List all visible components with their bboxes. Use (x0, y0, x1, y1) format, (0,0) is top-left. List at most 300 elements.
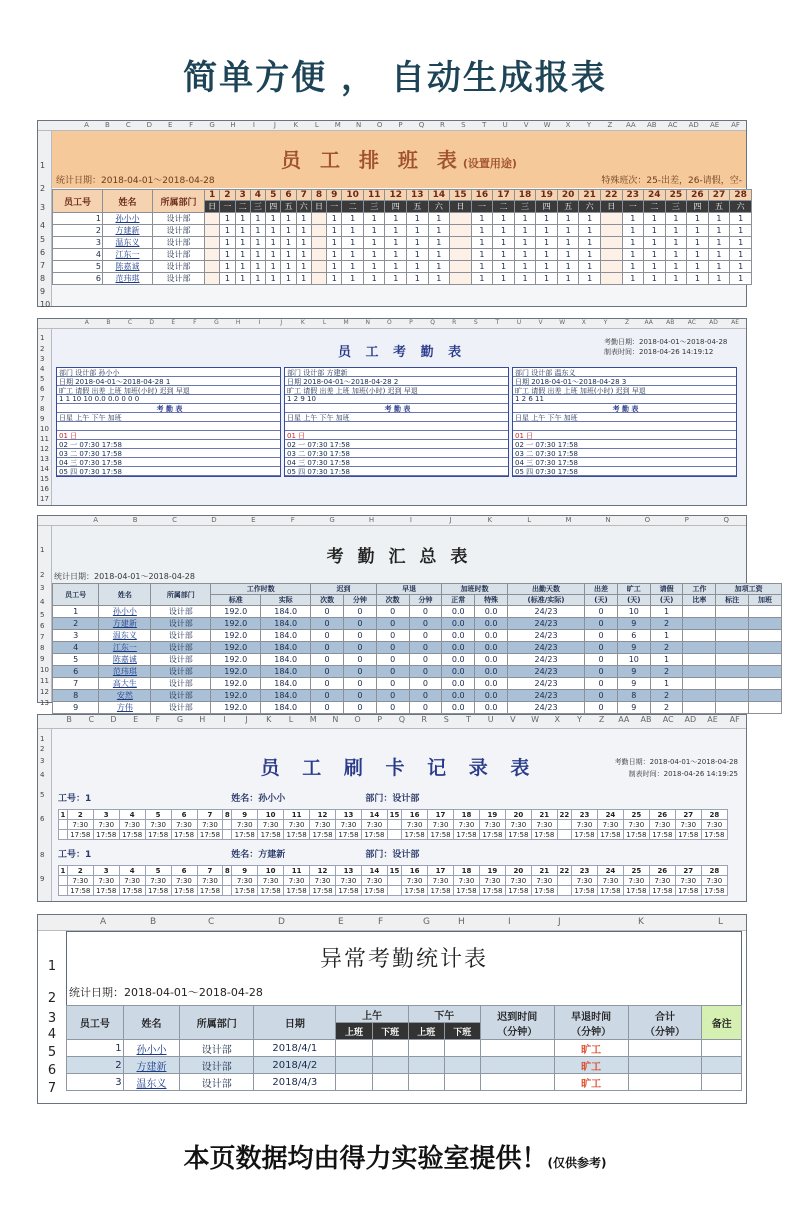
column-letter[interactable]: AD (684, 715, 697, 724)
employee-id[interactable]: 2 (53, 225, 103, 237)
summary-cell-days[interactable]: 24/23 (507, 654, 584, 666)
shift-cell[interactable]: 1 (557, 273, 579, 285)
summary-cell-l2[interactable]: 0 (343, 618, 376, 630)
out-time-cell[interactable]: 17:58 (232, 830, 258, 840)
shift-cell[interactable]: 1 (407, 213, 429, 225)
out-time-cell[interactable]: 17:58 (67, 830, 93, 840)
shift-cell[interactable]: 1 (281, 213, 296, 225)
summary-cell-empty[interactable] (749, 642, 782, 654)
summary-cell-id[interactable]: 6 (53, 666, 99, 678)
shift-cell[interactable]: 1 (220, 261, 235, 273)
column-letter[interactable]: B (150, 917, 157, 927)
shift-cell[interactable]: 1 (579, 261, 601, 273)
summary-cell-l2[interactable]: 0 (343, 642, 376, 654)
column-letter[interactable]: AA (625, 121, 636, 129)
summary-cell-l1[interactable]: 0 (311, 678, 344, 690)
employee-id[interactable]: 5 (53, 261, 103, 273)
summary-cell-o2[interactable]: 0.0 (475, 618, 508, 630)
row-empty[interactable] (372, 1074, 408, 1091)
out-time-cell[interactable] (223, 830, 232, 840)
column-letter[interactable]: R (421, 715, 427, 724)
column-letter[interactable]: X (565, 121, 571, 129)
column-letter[interactable]: D (146, 121, 152, 129)
summary-cell-trip[interactable]: 0 (585, 666, 618, 678)
out-time-cell[interactable]: 17:58 (675, 830, 701, 840)
shift-cell[interactable]: 1 (327, 237, 342, 249)
column-letter[interactable]: F (189, 121, 194, 129)
row-date[interactable]: 2018/4/2 (254, 1057, 336, 1074)
summary-cell-o1[interactable]: 0.0 (442, 630, 475, 642)
shift-cell[interactable] (311, 237, 326, 249)
summary-cell-empty[interactable] (716, 654, 749, 666)
column-letter[interactable]: S (461, 121, 466, 129)
table-row[interactable] (53, 630, 782, 642)
shift-cell[interactable]: 1 (220, 273, 235, 285)
shift-cell[interactable]: 1 (327, 273, 342, 285)
column-letter[interactable]: A (84, 121, 89, 129)
shift-cell[interactable]: 1 (281, 261, 296, 273)
summary-cell-empty[interactable] (683, 618, 716, 630)
summary-cell-dept[interactable]: 设计部 (151, 690, 211, 702)
shift-cell[interactable]: 1 (428, 261, 450, 273)
out-time-cell[interactable]: 17:58 (623, 886, 649, 896)
column-letter[interactable]: O (376, 121, 383, 129)
in-time-cell[interactable]: 7:30 (171, 876, 197, 886)
shift-cell[interactable]: 1 (687, 225, 709, 237)
row-dept[interactable]: 设计部 (180, 1040, 254, 1057)
summary-cell-name[interactable]: 陈嘉诚 (99, 654, 151, 666)
summary-cell-dept[interactable]: 设计部 (151, 630, 211, 642)
out-time-cell[interactable]: 17:58 (145, 830, 171, 840)
shift-cell[interactable]: 1 (493, 213, 515, 225)
shift-cell[interactable]: 1 (266, 261, 281, 273)
summary-cell-std[interactable]: 192.0 (211, 702, 261, 714)
row-empty[interactable] (408, 1057, 444, 1074)
table-row[interactable] (53, 249, 752, 261)
summary-cell-act[interactable]: 184.0 (261, 606, 311, 618)
summary-cell-empty[interactable] (683, 678, 716, 690)
shift-cell[interactable]: 1 (536, 213, 558, 225)
summary-cell-l2[interactable]: 0 (343, 702, 376, 714)
out-time-cell[interactable]: 17:58 (572, 830, 598, 840)
shift-cell[interactable]: 1 (235, 213, 250, 225)
summary-cell-o2[interactable]: 0.0 (475, 654, 508, 666)
in-time-cell[interactable]: 7:30 (336, 876, 362, 886)
in-time-cell[interactable] (223, 876, 232, 886)
in-time-cell[interactable]: 7:30 (479, 876, 505, 886)
shift-cell[interactable]: 1 (708, 249, 730, 261)
summary-cell-l1[interactable]: 0 (311, 642, 344, 654)
summary-cell-l2[interactable]: 0 (343, 630, 376, 642)
shift-cell[interactable] (450, 213, 472, 225)
summary-cell-e1[interactable]: 0 (376, 606, 409, 618)
in-time-cell[interactable]: 7:30 (623, 820, 649, 830)
in-time-cell[interactable]: 7:30 (232, 876, 258, 886)
summary-cell-leave[interactable]: 1 (650, 606, 683, 618)
shift-cell[interactable]: 1 (665, 249, 687, 261)
summary-cell-empty[interactable] (683, 666, 716, 678)
out-time-cell[interactable]: 17:58 (428, 830, 454, 840)
in-time-cell[interactable] (387, 876, 401, 886)
table-row[interactable] (53, 666, 782, 678)
out-time-cell[interactable]: 17:58 (649, 830, 675, 840)
table-row[interactable] (53, 213, 752, 225)
summary-cell-act[interactable]: 184.0 (261, 678, 311, 690)
summary-cell-leave[interactable]: 2 (650, 690, 683, 702)
out-time-cell[interactable]: 17:58 (232, 886, 258, 896)
column-letter[interactable]: AF (729, 715, 740, 724)
column-letter[interactable]: Z (607, 121, 613, 129)
column-letter[interactable]: D (211, 516, 217, 524)
table-row[interactable] (67, 1074, 742, 1091)
summary-cell-name[interactable]: 孙小小 (99, 606, 151, 618)
summary-cell-e1[interactable]: 0 (376, 618, 409, 630)
summary-cell-l2[interactable]: 0 (343, 654, 376, 666)
summary-cell-empty[interactable] (716, 618, 749, 630)
table-row[interactable] (53, 225, 752, 237)
in-time-cell[interactable] (59, 820, 68, 830)
row-empty[interactable] (444, 1057, 480, 1074)
shift-cell[interactable]: 1 (266, 237, 281, 249)
shift-cell[interactable]: 1 (708, 237, 730, 249)
employee-dept[interactable]: 设计部 (153, 261, 205, 273)
shift-cell[interactable]: 1 (622, 213, 644, 225)
shift-cell[interactable]: 1 (622, 261, 644, 273)
shift-cell[interactable]: 1 (220, 237, 235, 249)
column-letter[interactable]: O (354, 715, 361, 724)
shift-cell[interactable]: 1 (385, 249, 407, 261)
column-letter[interactable]: K (487, 516, 493, 524)
shift-cell[interactable]: 1 (622, 225, 644, 237)
shift-cell[interactable]: 1 (644, 237, 666, 249)
shift-cell[interactable]: 1 (342, 249, 364, 261)
in-time-cell[interactable]: 7:30 (428, 820, 454, 830)
shift-cell[interactable]: 1 (471, 213, 493, 225)
shift-cell[interactable]: 1 (471, 225, 493, 237)
out-time-cell[interactable]: 17:58 (531, 886, 557, 896)
column-letter[interactable]: G (423, 917, 430, 927)
shift-cell[interactable]: 1 (220, 249, 235, 261)
shift-cell[interactable] (205, 261, 220, 273)
shift-cell[interactable]: 1 (407, 273, 429, 285)
summary-cell-l2[interactable]: 0 (343, 690, 376, 702)
shift-cell[interactable]: 1 (665, 261, 687, 273)
out-time-cell[interactable] (557, 830, 571, 840)
out-time-cell[interactable]: 17:58 (119, 830, 145, 840)
summary-cell-empty[interactable] (749, 678, 782, 690)
column-letter[interactable]: U (502, 121, 508, 129)
shift-cell[interactable]: 1 (730, 249, 752, 261)
summary-cell-empty[interactable] (749, 690, 782, 702)
column-letter[interactable]: L (527, 516, 532, 524)
summary-cell-empty[interactable] (683, 654, 716, 666)
summary-cell-o1[interactable]: 0.0 (442, 618, 475, 630)
summary-cell-act[interactable]: 184.0 (261, 630, 311, 642)
column-letter[interactable]: R (439, 121, 445, 129)
column-letter[interactable]: AC (667, 121, 678, 129)
out-time-cell[interactable]: 17:58 (572, 886, 598, 896)
column-letter[interactable]: F (378, 917, 384, 927)
shift-cell[interactable]: 1 (730, 237, 752, 249)
in-time-cell[interactable]: 7:30 (505, 820, 531, 830)
shift-cell[interactable]: 1 (235, 249, 250, 261)
column-letter[interactable]: E (251, 516, 256, 524)
summary-cell-dept[interactable]: 设计部 (151, 618, 211, 630)
table-row[interactable] (53, 690, 782, 702)
summary-cell-e2[interactable]: 0 (409, 618, 442, 630)
shift-cell[interactable]: 1 (342, 273, 364, 285)
column-letter[interactable]: A (93, 516, 99, 524)
summary-cell-id[interactable]: 2 (53, 618, 99, 630)
summary-cell-o1[interactable]: 0.0 (442, 702, 475, 714)
summary-cell-l2[interactable]: 0 (343, 678, 376, 690)
column-letter[interactable]: I (252, 121, 255, 129)
summary-cell-days[interactable]: 24/23 (507, 690, 584, 702)
summary-cell-empty[interactable] (749, 630, 782, 642)
shift-cell[interactable]: 1 (281, 225, 296, 237)
in-time-cell[interactable] (557, 876, 571, 886)
shift-cell[interactable] (205, 213, 220, 225)
in-time-cell[interactable]: 7:30 (93, 876, 119, 886)
in-time-cell[interactable]: 7:30 (597, 820, 623, 830)
shift-cell[interactable]: 1 (296, 213, 311, 225)
shift-cell[interactable]: 1 (407, 261, 429, 273)
in-time-cell[interactable] (387, 820, 401, 830)
shift-cell[interactable]: 1 (536, 237, 558, 249)
table-row[interactable] (67, 1040, 742, 1057)
in-time-cell[interactable]: 7:30 (597, 876, 623, 886)
column-letter[interactable]: H (230, 121, 236, 129)
summary-cell-std[interactable]: 192.0 (211, 642, 261, 654)
row-id[interactable]: 2 (67, 1057, 124, 1074)
out-time-cell[interactable]: 17:58 (310, 886, 336, 896)
summary-cell-e1[interactable]: 0 (376, 630, 409, 642)
row-id[interactable]: 3 (67, 1074, 124, 1091)
shift-cell[interactable]: 1 (220, 213, 235, 225)
column-letter[interactable]: B (66, 715, 72, 724)
shift-cell[interactable]: 1 (363, 225, 385, 237)
summary-cell-std[interactable]: 192.0 (211, 630, 261, 642)
in-time-cell[interactable]: 7:30 (284, 820, 310, 830)
summary-cell-l2[interactable]: 0 (343, 666, 376, 678)
shift-cell[interactable]: 1 (281, 249, 296, 261)
in-time-cell[interactable]: 7:30 (93, 820, 119, 830)
shift-cell[interactable] (311, 273, 326, 285)
column-letter[interactable]: M (565, 516, 572, 524)
summary-cell-e1[interactable]: 0 (376, 666, 409, 678)
summary-cell-std[interactable]: 192.0 (211, 618, 261, 630)
summary-cell-empty[interactable] (683, 630, 716, 642)
summary-cell-abs[interactable]: 9 (617, 642, 650, 654)
row-empty[interactable] (336, 1057, 372, 1074)
shift-cell[interactable]: 1 (363, 213, 385, 225)
column-letter[interactable]: J (449, 516, 452, 524)
table-row[interactable] (53, 702, 782, 714)
summary-cell-act[interactable]: 184.0 (261, 618, 311, 630)
row-id[interactable]: 1 (67, 1040, 124, 1057)
shift-cell[interactable]: 1 (514, 261, 536, 273)
out-time-cell[interactable]: 17:58 (479, 830, 505, 840)
summary-cell-o1[interactable]: 0.0 (442, 642, 475, 654)
shift-cell[interactable]: 1 (428, 237, 450, 249)
row-note[interactable] (702, 1074, 742, 1091)
row-note[interactable] (702, 1057, 742, 1074)
shift-cell[interactable]: 1 (250, 273, 265, 285)
summary-cell-e1[interactable]: 0 (376, 702, 409, 714)
row-empty[interactable] (480, 1040, 554, 1057)
shift-cell[interactable]: 1 (514, 273, 536, 285)
column-letter[interactable]: O (644, 516, 651, 524)
row-empty[interactable] (372, 1040, 408, 1057)
summary-cell-o2[interactable]: 0.0 (475, 666, 508, 678)
summary-cell-name[interactable]: 温东义 (99, 630, 151, 642)
out-time-cell[interactable]: 17:58 (505, 886, 531, 896)
summary-cell-name[interactable]: 方建新 (99, 618, 151, 630)
summary-cell-id[interactable]: 3 (53, 630, 99, 642)
shift-cell[interactable] (311, 261, 326, 273)
table-row[interactable] (53, 678, 782, 690)
shift-cell[interactable]: 1 (428, 225, 450, 237)
column-letter[interactable]: H (458, 917, 465, 927)
summary-cell-dept[interactable]: 设计部 (151, 642, 211, 654)
column-letter[interactable]: M (309, 715, 317, 724)
shift-cell[interactable]: 1 (327, 225, 342, 237)
table-row[interactable] (53, 261, 752, 273)
shift-cell[interactable]: 1 (579, 225, 601, 237)
shift-cell[interactable]: 1 (493, 225, 515, 237)
row-date[interactable]: 2018/4/1 (254, 1040, 336, 1057)
shift-cell[interactable]: 1 (557, 261, 579, 273)
row-total[interactable] (628, 1040, 702, 1057)
out-time-cell[interactable]: 17:58 (505, 830, 531, 840)
in-time-cell[interactable]: 7:30 (145, 820, 171, 830)
shift-cell[interactable] (311, 249, 326, 261)
summary-cell-o1[interactable]: 0.0 (442, 666, 475, 678)
shift-cell[interactable]: 1 (514, 225, 536, 237)
in-time-cell[interactable] (557, 820, 571, 830)
out-time-cell[interactable]: 17:58 (258, 886, 284, 896)
out-time-cell[interactable]: 17:58 (284, 830, 310, 840)
in-time-cell[interactable]: 7:30 (402, 820, 428, 830)
column-letter[interactable]: I (508, 917, 511, 927)
column-letter[interactable]: Q (723, 516, 729, 524)
summary-cell-empty[interactable] (716, 642, 749, 654)
out-time-cell[interactable]: 17:58 (67, 886, 93, 896)
out-time-cell[interactable] (557, 886, 571, 896)
shift-cell[interactable]: 1 (296, 273, 311, 285)
column-letter[interactable]: H (199, 715, 206, 724)
summary-cell-std[interactable]: 192.0 (211, 654, 261, 666)
summary-cell-e2[interactable]: 0 (409, 606, 442, 618)
column-letter[interactable]: T (482, 121, 487, 129)
summary-cell-e1[interactable]: 0 (376, 642, 409, 654)
out-time-cell[interactable] (223, 886, 232, 896)
shift-cell[interactable]: 1 (536, 225, 558, 237)
row-empty[interactable] (480, 1057, 554, 1074)
summary-cell-id[interactable]: 8 (53, 690, 99, 702)
out-time-cell[interactable]: 17:58 (119, 886, 145, 896)
table-row[interactable] (67, 1057, 742, 1074)
out-time-cell[interactable]: 17:58 (336, 886, 362, 896)
out-time-cell[interactable] (387, 886, 401, 896)
out-time-cell[interactable]: 17:58 (145, 886, 171, 896)
summary-cell-l1[interactable]: 0 (311, 618, 344, 630)
in-time-cell[interactable]: 7:30 (505, 876, 531, 886)
summary-cell-std[interactable]: 192.0 (211, 666, 261, 678)
row-empty[interactable] (408, 1074, 444, 1091)
out-time-cell[interactable]: 17:58 (701, 830, 727, 840)
shift-cell[interactable]: 1 (536, 249, 558, 261)
in-time-cell[interactable]: 7:30 (572, 876, 598, 886)
summary-cell-empty[interactable] (716, 606, 749, 618)
column-letter[interactable]: Y (586, 121, 592, 129)
summary-cell-abs[interactable]: 8 (617, 690, 650, 702)
employee-dept[interactable]: 设计部 (153, 249, 205, 261)
shift-cell[interactable]: 1 (730, 225, 752, 237)
shift-cell[interactable]: 1 (266, 213, 281, 225)
shift-cell[interactable]: 1 (579, 213, 601, 225)
shift-cell[interactable]: 1 (471, 261, 493, 273)
in-time-cell[interactable]: 7:30 (675, 876, 701, 886)
shift-cell[interactable]: 1 (665, 273, 687, 285)
row-early[interactable]: 旷工 (554, 1074, 628, 1091)
row-early[interactable]: 旷工 (554, 1040, 628, 1057)
in-time-cell[interactable]: 7:30 (119, 876, 145, 886)
column-letter[interactable]: V (523, 121, 529, 129)
table-row[interactable] (53, 273, 752, 285)
column-letter[interactable]: X (554, 715, 560, 724)
shift-cell[interactable]: 1 (385, 273, 407, 285)
shift-cell[interactable]: 1 (557, 225, 579, 237)
row-name[interactable]: 温东义 (123, 1074, 180, 1091)
summary-cell-o1[interactable]: 0.0 (442, 606, 475, 618)
shift-cell[interactable]: 1 (557, 249, 579, 261)
shift-cell[interactable] (600, 261, 622, 273)
column-letter[interactable]: L (288, 715, 294, 724)
summary-cell-abs[interactable]: 9 (617, 618, 650, 630)
summary-cell-empty[interactable] (749, 702, 782, 714)
shift-cell[interactable]: 1 (493, 237, 515, 249)
shift-cell[interactable]: 1 (644, 273, 666, 285)
in-time-cell[interactable] (223, 820, 232, 830)
summary-cell-days[interactable]: 24/23 (507, 666, 584, 678)
in-time-cell[interactable]: 7:30 (361, 876, 387, 886)
shift-cell[interactable]: 1 (708, 225, 730, 237)
shift-cell[interactable]: 1 (266, 249, 281, 261)
column-letter[interactable]: W (531, 715, 539, 724)
employee-name[interactable]: 陈嘉诚 (103, 261, 153, 273)
in-time-cell[interactable]: 7:30 (67, 820, 93, 830)
summary-cell-days[interactable]: 24/23 (507, 618, 584, 630)
summary-cell-std[interactable]: 192.0 (211, 606, 261, 618)
shift-cell[interactable]: 1 (266, 273, 281, 285)
summary-cell-abs[interactable]: 10 (617, 654, 650, 666)
shift-cell[interactable]: 1 (250, 249, 265, 261)
summary-cell-empty[interactable] (716, 666, 749, 678)
out-time-cell[interactable]: 17:58 (258, 830, 284, 840)
shift-cell[interactable]: 1 (407, 249, 429, 261)
shift-cell[interactable] (450, 237, 472, 249)
summary-cell-dept[interactable]: 设计部 (151, 678, 211, 690)
shift-cell[interactable]: 1 (730, 261, 752, 273)
row-empty[interactable] (336, 1074, 372, 1091)
summary-cell-id[interactable]: 7 (53, 678, 99, 690)
shift-cell[interactable] (600, 249, 622, 261)
summary-cell-trip[interactable]: 0 (585, 642, 618, 654)
employee-dept[interactable]: 设计部 (153, 213, 205, 225)
shift-cell[interactable]: 1 (342, 213, 364, 225)
shift-cell[interactable]: 1 (296, 261, 311, 273)
